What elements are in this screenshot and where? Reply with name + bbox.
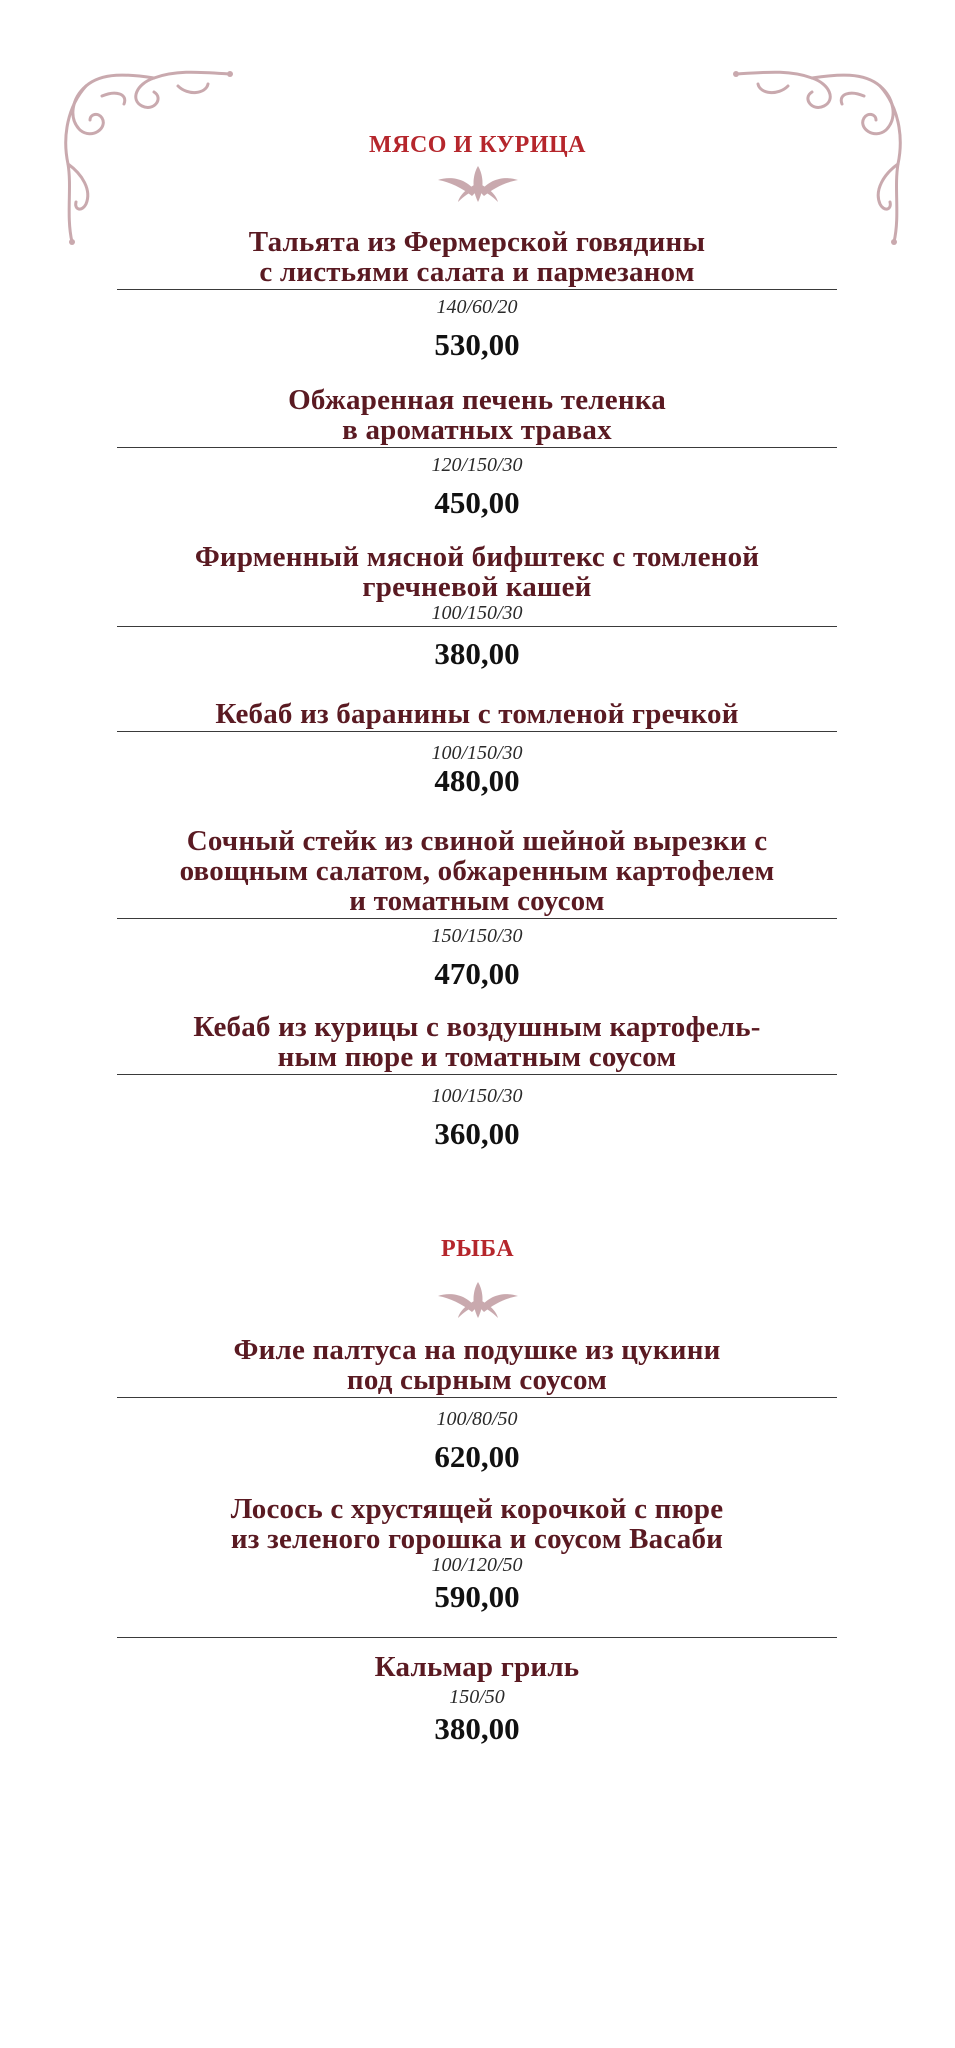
dish-weight: 100/150/30	[431, 742, 523, 764]
section-title-meat: МЯСО И КУРИЦА	[368, 132, 586, 158]
menu-item	[117, 826, 837, 991]
dish-weight: 150/150/30	[431, 925, 523, 947]
dish-price: 590,00	[434, 1579, 520, 1614]
menu-item	[117, 227, 837, 362]
dish-name: Кебаб из курицы с воздушным картофель- ным пюре и томатным соусом	[193, 1011, 761, 1073]
menu-item	[117, 1335, 837, 1474]
dish-price: 620,00	[434, 1439, 520, 1474]
menu-item	[117, 1652, 837, 1746]
menu-item	[117, 1012, 837, 1151]
dish-name: Тальята из Фермерской говядины с листьями салата и пармезаном	[248, 226, 706, 288]
dish-weight: 100/150/30	[431, 602, 523, 624]
dish-name: Обжаренная печень теленка в ароматных травах	[288, 384, 666, 446]
divider-line	[117, 447, 837, 448]
divider-line	[117, 918, 837, 919]
dish-weight: 100/150/30	[431, 1085, 523, 1107]
dish-price: 450,00	[434, 485, 520, 520]
menu-item	[117, 1494, 837, 1614]
dish-name: Кебаб из баранины с томленой гречкой	[215, 698, 739, 730]
menu-item	[117, 699, 837, 798]
section-title-fish: РЫБА	[440, 1236, 515, 1262]
divider-line	[117, 1397, 837, 1398]
fleuron-divider-icon	[432, 1278, 524, 1322]
dish-price: 470,00	[434, 956, 520, 991]
divider-line	[117, 289, 837, 290]
divider-line	[117, 1074, 837, 1075]
menu-item	[117, 385, 837, 520]
dish-name: Кальмар гриль	[374, 1651, 580, 1683]
divider-line	[117, 626, 837, 627]
dish-weight: 140/60/20	[436, 296, 518, 318]
dish-weight: 100/120/50	[431, 1554, 523, 1576]
menu-item	[117, 542, 837, 671]
dish-name: Сочный стейк из свиной шейной вырезки с овощным салатом, обжаренным картофелем и томатным соусом	[179, 825, 775, 917]
dish-price: 530,00	[434, 327, 520, 362]
dish-price: 360,00	[434, 1116, 520, 1151]
dish-weight: 150/50	[449, 1686, 505, 1708]
dish-weight: 120/150/30	[431, 454, 523, 476]
dish-weight: 100/80/50	[436, 1408, 518, 1430]
divider-line	[117, 731, 837, 732]
fleuron-divider-icon	[432, 162, 524, 206]
dish-name: Фирменный мясной бифштекс с томленой гречневой кашей	[194, 541, 760, 603]
dish-name: Лосось с хрустящей корочкой с пюре из зеленого горошка и соусом Васаби	[230, 1493, 724, 1555]
dish-price: 380,00	[434, 636, 520, 671]
divider-line	[117, 1637, 837, 1638]
dish-name: Филе палтуса на подушке из цукини под сырным соусом	[233, 1334, 721, 1396]
dish-price: 480,00	[434, 763, 520, 798]
dish-price: 380,00	[434, 1711, 520, 1746]
